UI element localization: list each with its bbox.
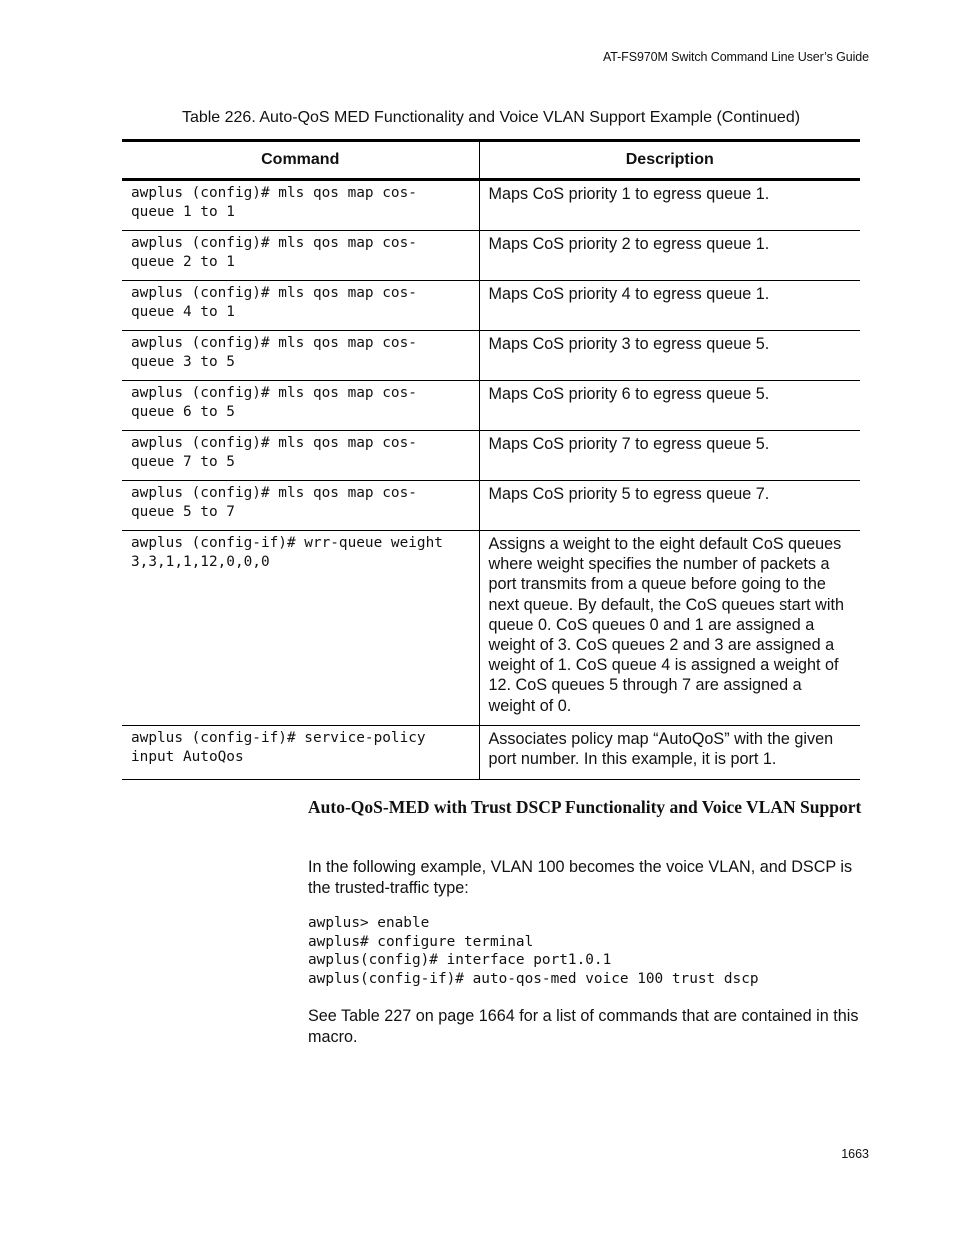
command-cell xyxy=(122,331,479,381)
command-line: awplus (config)# mls qos map cos- xyxy=(131,335,417,351)
command-table xyxy=(122,139,860,780)
code-line: awplus> enable xyxy=(308,915,430,931)
description-cell: Maps CoS priority 4 to egress queue 1. xyxy=(479,281,860,331)
column-header-command: Command xyxy=(122,141,479,180)
command-line: queue 6 to 5 xyxy=(131,404,235,420)
table-row xyxy=(122,481,860,531)
section-heading: Auto-QoS-MED with Trust DSCP Functionality and Voice VLAN Support xyxy=(308,797,862,817)
code-line: awplus(config-if)# auto-qos-med voice 100 trust dscp xyxy=(308,971,759,988)
description-cell: Assigns a weight to the eight default CoS queues where weight specifies the number of packets a port transmits from a queue before going to the next queue. By default, the CoS queues start with queue 0. CoS queues 0 and 1 are assigned a weight of 3. CoS queues 2 and 3 are assigned a weight of 1. CoS queue 4 is assigned a weight of 12. CoS queues 5 through 7 are assigned a weight of 0. xyxy=(479,531,860,726)
command-line: awplus (config)# mls qos map cos- xyxy=(131,435,417,451)
command-cell xyxy=(122,180,479,231)
description-cell: Maps CoS priority 7 to egress queue 5. xyxy=(479,431,860,481)
command-line: awplus (config)# mls qos map cos- xyxy=(131,185,417,201)
command-line: 3,3,1,1,12,0,0,0 xyxy=(131,554,270,570)
code-block xyxy=(308,914,759,989)
table-row xyxy=(122,281,860,331)
command-line: queue 1 to 1 xyxy=(131,204,235,220)
outro-paragraph: See Table 227 on page 1664 for a list of commands that are contained in this macro. xyxy=(308,1007,859,1046)
command-line: input AutoQos xyxy=(131,749,244,765)
description-cell: Maps CoS priority 1 to egress queue 1. xyxy=(479,180,860,231)
page-number: 1663 xyxy=(841,1147,869,1161)
command-cell xyxy=(122,726,479,780)
code-line: awplus(config)# interface port1.0.1 xyxy=(308,952,612,969)
command-cell xyxy=(122,481,479,531)
command-cell xyxy=(122,281,479,331)
command-line: awplus (config)# mls qos map cos- xyxy=(131,235,417,251)
command-line: queue 2 to 1 xyxy=(131,254,235,270)
command-line: queue 4 to 1 xyxy=(131,304,235,320)
description-cell: Maps CoS priority 2 to egress queue 1. xyxy=(479,231,860,281)
table-row xyxy=(122,231,860,281)
table-row xyxy=(122,381,860,431)
table-row xyxy=(122,726,860,780)
intro-paragraph: In the following example, VLAN 100 becomes the voice VLAN, and DSCP is the trusted-traffic type: xyxy=(308,858,853,897)
table-caption: Table 226. Auto-QoS MED Functionality and Voice VLAN Support Example (Continued) xyxy=(181,109,801,126)
table-row xyxy=(122,331,860,381)
command-cell xyxy=(122,231,479,281)
command-line: awplus (config)# mls qos map cos- xyxy=(131,485,417,501)
table-row xyxy=(122,531,860,726)
command-cell xyxy=(122,531,479,726)
table-row xyxy=(122,180,860,231)
command-line: queue 7 to 5 xyxy=(131,454,235,470)
code-line: awplus# configure terminal xyxy=(308,933,534,950)
table-row xyxy=(122,431,860,481)
command-cell xyxy=(122,381,479,431)
command-line: awplus (config-if)# service-policy xyxy=(131,730,426,746)
column-header-description: Description xyxy=(479,141,860,180)
command-line: awplus (config)# mls qos map cos- xyxy=(131,385,417,401)
description-cell: Associates policy map “AutoQoS” with the given port number. In this example, it is port 1. xyxy=(479,726,860,780)
description-cell: Maps CoS priority 5 to egress queue 7. xyxy=(479,481,860,531)
running-header-title: AT-FS970M Switch Command Line User’s Guide xyxy=(602,50,869,64)
command-line: awplus (config)# mls qos map cos- xyxy=(131,285,417,301)
command-line: queue 3 to 5 xyxy=(131,354,235,370)
table-header-row xyxy=(122,141,860,180)
command-line: awplus (config-if)# wrr-queue weight xyxy=(131,535,443,551)
command-line: queue 5 to 7 xyxy=(131,504,235,520)
command-cell xyxy=(122,431,479,481)
description-cell: Maps CoS priority 6 to egress queue 5. xyxy=(479,381,860,431)
description-cell: Maps CoS priority 3 to egress queue 5. xyxy=(479,331,860,381)
